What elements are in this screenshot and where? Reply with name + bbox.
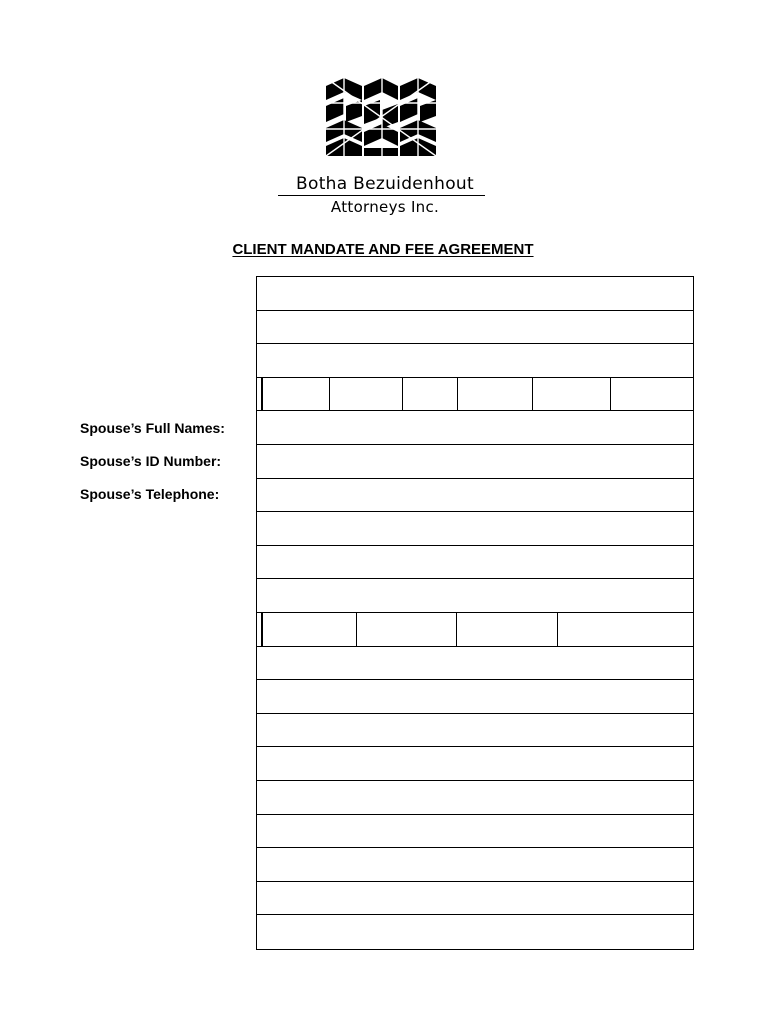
spouse-id-number-field[interactable] [257,445,693,479]
firm-name-line1: Botha Bezuidenhout [296,174,474,194]
firm-name-divider [278,195,485,196]
form-row-4-cell-4[interactable] [458,378,533,411]
form-row-4-cell-3[interactable] [403,378,458,411]
form-row-4-cell-1[interactable] [263,378,330,411]
form-row-11-cell-1[interactable] [263,613,357,646]
form-row-4-split [257,378,693,412]
form-row-16[interactable] [257,781,693,815]
form-row-4-cell-6[interactable] [611,378,693,411]
form-row-4-cell-5[interactable] [533,378,611,411]
spouse-full-names-label: Spouse’s Full Names: [80,420,225,436]
form-row-11-cell-4[interactable] [558,613,693,646]
spouse-id-number-label: Spouse’s ID Number: [80,453,222,469]
form-row-11-cell-2[interactable] [357,613,457,646]
form-row-3[interactable] [257,344,693,378]
form-row-11-split [257,613,693,647]
form-row-18[interactable] [257,848,693,882]
form-row-14[interactable] [257,714,693,748]
mandate-form-table [256,276,694,950]
firm-name-line2: Attorneys Inc. [330,198,440,216]
form-row-2[interactable] [257,311,693,345]
form-row-11-cell-3[interactable] [457,613,558,646]
firm-logo [268,70,502,220]
document-title: CLIENT MANDATE AND FEE AGREEMENT [232,241,534,258]
form-row-20[interactable] [257,915,693,949]
form-row-4-cell-2[interactable] [330,378,403,411]
form-row-13[interactable] [257,680,693,714]
firm-monogram-icon [324,76,438,158]
field-labels [80,412,255,511]
form-row-8[interactable] [257,512,693,546]
form-row-9[interactable] [257,546,693,580]
spouse-telephone-field[interactable] [257,479,693,513]
form-row-10[interactable] [257,579,693,613]
form-row-12[interactable] [257,647,693,681]
spouse-telephone-label: Spouse’s Telephone: [80,486,220,502]
form-row-19[interactable] [257,882,693,916]
form-row-17[interactable] [257,815,693,849]
form-row-15[interactable] [257,747,693,781]
spouse-full-names-field[interactable] [257,411,693,445]
form-row-1[interactable] [257,277,693,311]
